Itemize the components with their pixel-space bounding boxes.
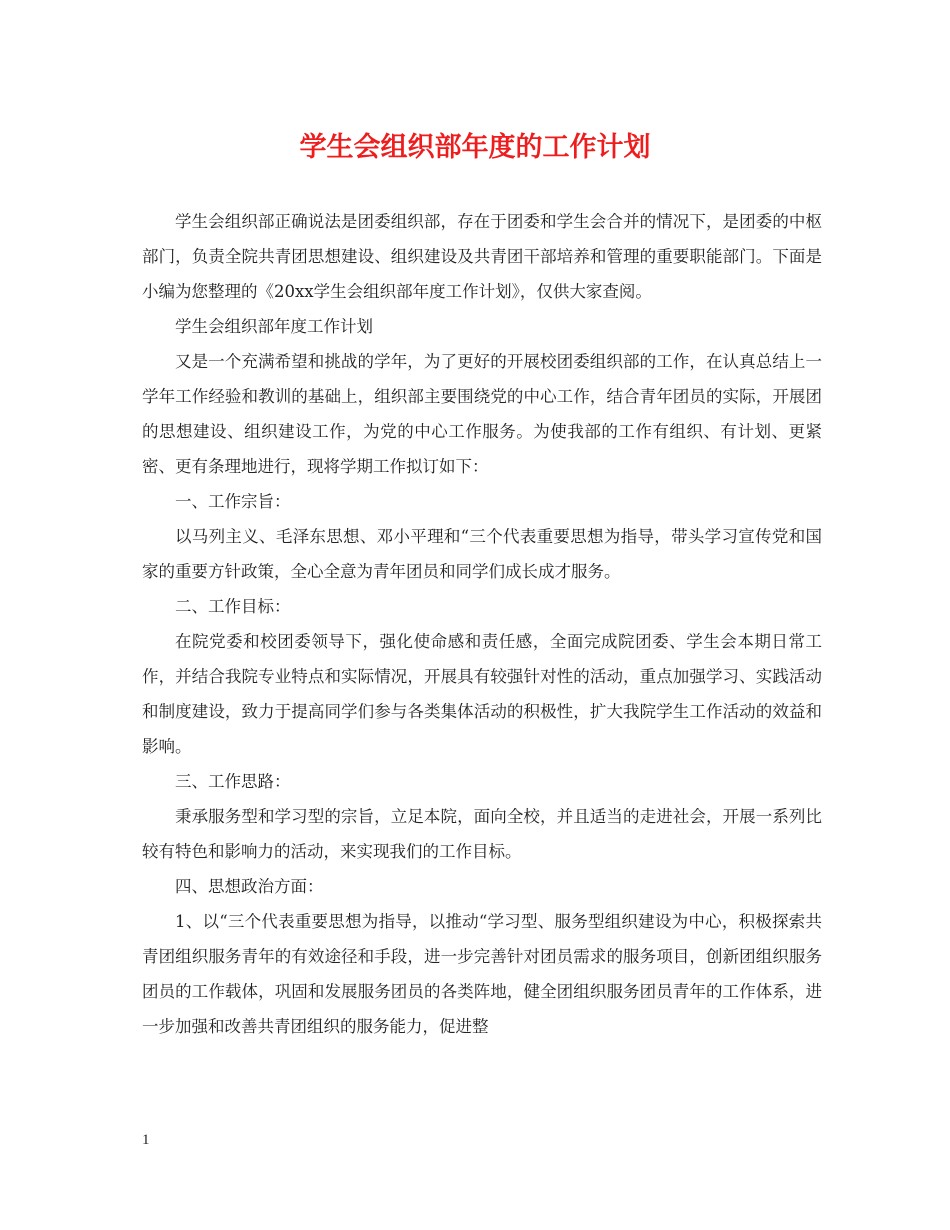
section-heading-purpose: 一、工作宗旨： — [175, 492, 291, 511]
paragraph-intro: 学生会组织部正确说法是团委组织部，存在于团委和学生会合并的情况下，是团委的中枢部门，负责全院共青团思想建设、组织建设及共青团干部培养和管理的重要职能部门。下面是小编为您整理的《20xx学生会组织部年度工作计划》，仅供大家查阅。 — [142, 212, 822, 301]
section-heading-approach: 三、工作思路： — [175, 772, 291, 791]
paragraph-approach: 秉承服务型和学习型的宗旨，立足本院，面向全校，并且适当的走进社会，开展一系列比较有特色和影响力的活动，来实现我们的工作目标。 — [142, 807, 822, 861]
document-title: 学生会组织部年度的工作计划 — [299, 132, 651, 163]
section-heading-goals: 二、工作目标： — [175, 597, 291, 616]
paragraph-purpose: 以马列主义、毛泽东思想、邓小平理和“三个代表重要思想为指导，带头学习宣传党和国家的重要方针政策，全心全意为青年团员和同学们成长成才服务。 — [142, 527, 822, 581]
paragraph-goals: 在院党委和校团委领导下，强化使命感和责任感，全面完成院团委、学生会本期日常工作，并结合我院专业特点和实际情况，开展具有较强针对性的活动，重点加强学习、实践活动和制度建设，致力于提高同学们参与各类集体活动的积极性，扩大我院学生工作活动的效益和影响。 — [142, 632, 822, 756]
paragraph-ideology-1: 1、以“三个代表重要思想为指导，以推动“学习型、服务型组织建设为中心，积极探索共青团组织服务青年的有效途径和手段，进一步完善针对团员需求的服务项目，创新团组织服务团员的工作载体，巩固和发展服务团员的各类阵地，健全团组织服务团员青年的工作体系，进一步加强和改善共青团组织的服务能力，促进整 — [142, 912, 822, 1036]
page-number: 1 — [142, 1132, 150, 1148]
document-body — [142, 204, 822, 1044]
section-heading-ideology: 四、思想政治方面： — [175, 877, 324, 896]
paragraph-overview: 又是一个充满希望和挑战的学年，为了更好的开展校团委组织部的工作，在认真总结上一学年工作经验和教训的基础上，组织部主要围绕党的中心工作，结合青年团员的实际，开展团的思想建设、组织建设工作，为党的中心工作服务。为使我部的工作有组织、有计划、更紧密、更有条理地进行，现将学期工作拟订如下： — [142, 352, 822, 476]
paragraph-subtitle: 学生会组织部年度工作计划 — [175, 317, 373, 336]
